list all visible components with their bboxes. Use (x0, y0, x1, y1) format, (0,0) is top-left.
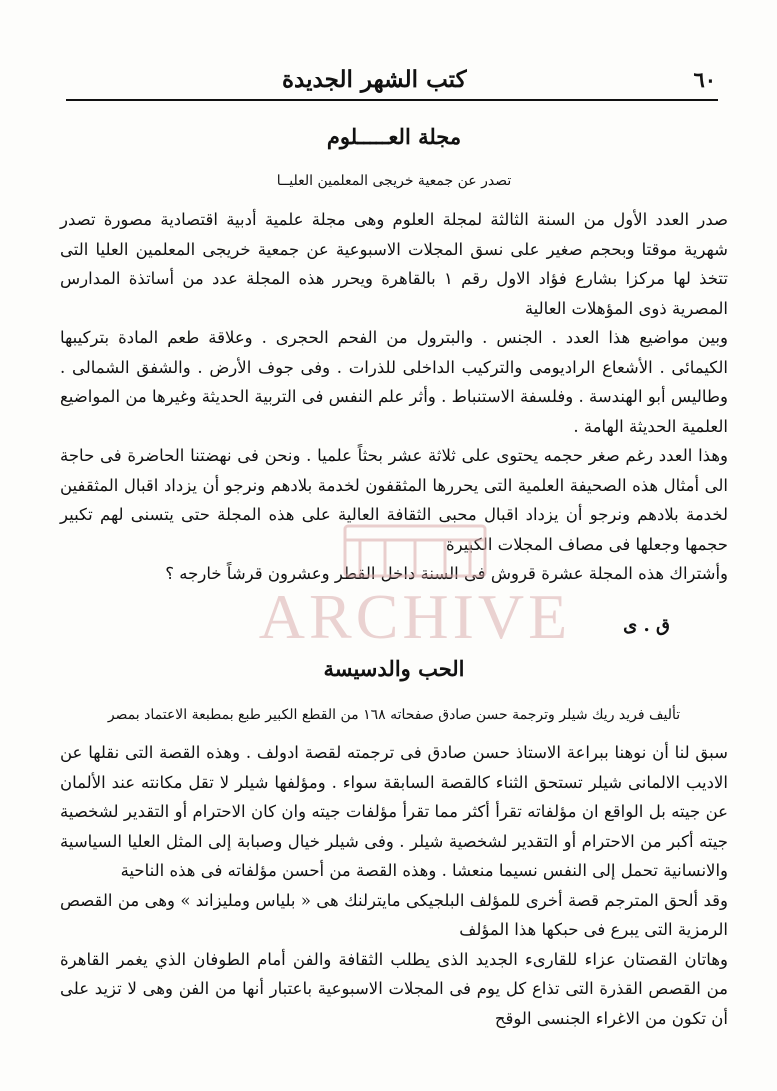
section-title-love-and-intrigue: الحب والدسيسة (323, 656, 465, 681)
paragraph: وبين مواضيع هذا العدد . الجنس . والبترول من الفحم الحجرى . وعلاقة طعم المادة بتركيبها الكيمائى . الأشعاع الراديومى والتركيب الداخلى للذرات . وفى جوف الأرض . والشفق الشمالى . وطاليس أبو الهندسة . وفلسفة الاستنباط . وأثر علم النفس فى التربية الحديثة وغيرها من المواضيع العلمية الحديثة الهامة . (60, 328, 728, 436)
section-subtitle-book-info: تأليف فريد ريك شيلر وترجمة حسن صادق صفحاته ١٦٨ من القطع الكبير طبع بمطبعة الاعتماد بمصر (107, 707, 681, 723)
page-number: ٦٠ (693, 66, 716, 92)
page-header (64, 64, 716, 94)
paragraph: وهذا العدد رغم صغر حجمه يحتوى على ثلاثة عشر بحثاً علميا . ونحن فى نهضتنا الحاضرة فى حاجة الى أمثال هذه الصحيفة العلمية التى يحررها المثقفون لخدمة بلادهم ونرجو أن يزداد اقبال المثقفين لخدمة بلادهم ونرجو أن يزداد اقبال محبى الثقافة العالية على هذه المجلة حتى يتسنى لهم تكبير حجمها وجعلها فى مصاف المجلات الكبيرة (60, 446, 728, 554)
section-body-science-magazine (60, 205, 728, 589)
header-rule (66, 99, 718, 101)
running-title: كتب الشهر الجديدة (282, 65, 467, 93)
paragraph: وهاتان القصتان عزاء للقارىء الجديد الذى يطلب الثقافة والفن أمام الطوفان الذي يغمر القاهرة من القصص القذرة التى تذاع كل يوم فى المجلات الاسبوعية باعتبار أنها من الفن وهى لا تزيد على أن تكون من الاغراء الجنسى الوقح (60, 949, 728, 1028)
paragraph: صدر العدد الأول من السنة الثالثة لمجلة العلوم وهى مجلة علمية أدبية اقتصادية مصورة تصدر شهرية موقتا وبحجم صغير على نسق المجلات الاسبوعية عن جمعية خريجى المعلمين العليا التى تتخذ لها مركزا بشارع فؤاد الاول رقم ١ بالقاهرة ويحرر هذه المجلة عدد من أساتذة المدارس المصرية ذوى المؤهلات العالية (60, 210, 728, 318)
paragraph: وأشتراك هذه المجلة عشرة قروش فى السنة داخل القطر وعشرون قرشاً خارجه ؟ (165, 564, 728, 583)
section-title-science-magazine: مجلة العـــــلوم (326, 124, 462, 149)
paragraph: وقد ألحق المترجم قصة أخرى للمؤلف البلجيكى مايترلنك هى « بلياس ومليزاند » وهى من القصص الرمزية التى يبرع فى حبكها هذا المؤلف (60, 890, 728, 939)
paragraph: سبق لنا أن نوهنا ببراعة الاستاذ حسن صادق فى ترجمته لقصة ادولف . وهذه القصة التى نقلها عن الاديب الالمانى شيلر تستحق الثناء كالقصة السابقة سواء . ومؤلفها شيلر لا تقل مكانته عند الألمان عن جيته بل الواقع ان مؤلفاته تقرأ أكثر مما تقرأ مؤلفات جيته وان كان الاحترام أو التقدير لشخصية جيته أكبر من الاحترام أو التقدير لشخصية شيلر . وفى شيلر خيال وصبابة إلى المثل العليا السياسية والانسانية تحمل إلى النفس نسيما منعشا . وهذه القصة من أحسن مؤلفاته فى هذه الناحية (60, 743, 728, 880)
section-body-love-and-intrigue (60, 738, 728, 1033)
author-signature: ق . ى (623, 615, 670, 636)
watermark-text: ARCHIVE (258, 581, 572, 650)
section-subtitle-publisher: تصدر عن جمعية خريجى المعلمين العليــا (276, 173, 512, 189)
